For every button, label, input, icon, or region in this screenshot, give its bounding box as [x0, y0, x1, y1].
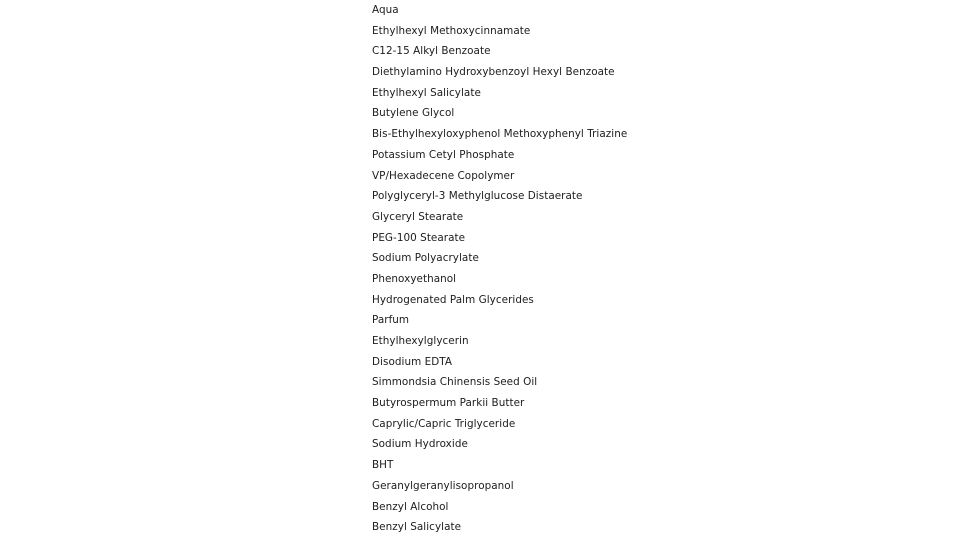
ingredient-item: Aqua	[372, 4, 399, 16]
ingredient-item: BHT	[372, 459, 394, 472]
ingredient-item: PEG-100 Stearate	[372, 231, 466, 244]
ingredient-list	[372, 0, 627, 538]
ingredient-item: Potassium Cetyl Phosphate	[372, 148, 515, 161]
ingredient-item: Geranylgeranylisopropanol	[372, 479, 514, 492]
ingredient-item: Caprylic/Capric Triglyceride	[372, 417, 516, 430]
ingredient-item: C12-15 Alkyl Benzoate	[372, 45, 491, 58]
ingredient-item: Butylene Glycol	[372, 107, 455, 120]
ingredient-item: Simmondsia Chinensis Seed Oil	[372, 376, 538, 389]
ingredient-item: Diethylamino Hydroxybenzoyl Hexyl Benzoate	[372, 66, 615, 79]
ingredient-item: Ethylhexylglycerin	[372, 335, 469, 347]
ingredient-item: Disodium EDTA	[372, 355, 453, 368]
ingredient-item: Sodium Polyacrylate	[372, 252, 479, 265]
ingredient-item: VP/Hexadecene Copolymer	[372, 169, 515, 182]
ingredient-item: Sodium Hydroxide	[372, 438, 468, 451]
ingredient-item: Glyceryl Stearate	[372, 210, 464, 223]
ingredient-item: Ethylhexyl Methoxycinnamate	[372, 24, 531, 37]
ingredient-item: Benzyl Salicylate	[372, 521, 462, 534]
ingredient-item: Polyglyceryl-3 Methylglucose Distaerate	[372, 190, 583, 203]
ingredient-item: Butyrospermum Parkii Butter	[372, 397, 525, 410]
ingredient-item: Bis-Ethylhexyloxyphenol Methoxyphenyl Triazine	[372, 128, 628, 141]
ingredient-item: Phenoxyethanol	[372, 272, 457, 285]
ingredient-item: Parfum	[372, 314, 410, 327]
ingredient-item: Ethylhexyl Salicylate	[372, 86, 481, 99]
ingredient-item: Benzyl Alcohol	[372, 500, 449, 513]
ingredient-item: Hydrogenated Palm Glycerides	[372, 293, 534, 306]
